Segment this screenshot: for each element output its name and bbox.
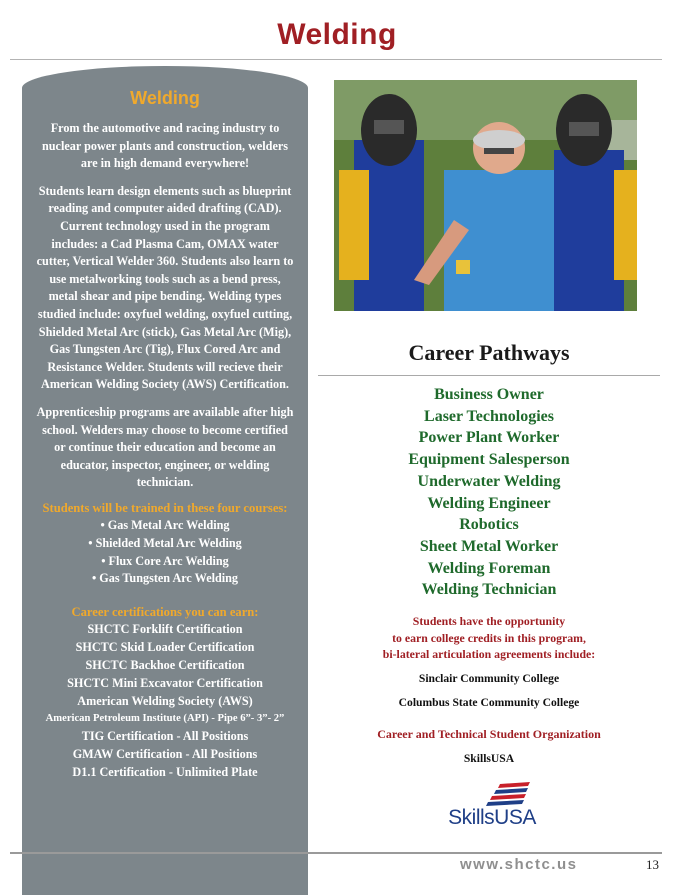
college-credits-note (318, 613, 660, 663)
courses-list (22, 517, 308, 587)
career-pathways-title: Career Pathways (408, 340, 570, 365)
course-item: • Flux Core Arc Welding (101, 553, 229, 568)
courses-heading: Students will be trained in these four courses: (42, 500, 288, 515)
certification-item: D1.1 Certification - Unlimited Plate (72, 764, 258, 779)
credits-line: to earn college credits in this program, (392, 630, 586, 645)
certification-item: SHCTC Mini Excavator Certification (67, 675, 263, 690)
pathways-divider (318, 375, 660, 376)
certification-item: SHCTC Forklift Certification (87, 622, 243, 637)
career-pathways-list (318, 384, 660, 601)
course-item: • Shielded Metal Arc Welding (88, 536, 242, 551)
pathway-item: Laser Technologies (424, 407, 554, 425)
footer-url: www.shctc.us (460, 856, 578, 873)
pathway-item: Underwater Welding (417, 472, 561, 490)
page-number: 13 (646, 857, 659, 872)
certifications-list (22, 621, 308, 781)
student-organization-name: SkillsUSA (463, 752, 515, 765)
apprenticeship-paragraph: Apprenticeship programs are available after high school. Welders may choose to become certified or continue their education and become an educator, inspector, engineer, or welding technician. (36, 404, 294, 490)
certification-item: GMAW Certification - All Positions (72, 747, 258, 762)
credits-line: bi-lateral articulation agreements include: (382, 647, 596, 661)
student-organization-heading: Career and Technical Student Organization (377, 727, 601, 741)
pathway-item: Equipment Salesperson (408, 451, 570, 469)
logo-wordmark: SkillsUSA (448, 806, 536, 829)
welding-students-photo (334, 80, 637, 311)
certification-item: SHCTC Backhoe Certification (85, 658, 245, 673)
pathway-item: Robotics (459, 516, 519, 534)
sidebar-title: Welding (130, 88, 200, 108)
top-divider (10, 59, 662, 60)
pathway-item: Welding Engineer (427, 494, 551, 512)
photo-illustration (334, 80, 637, 311)
intro-paragraph: From the automotive and racing industry to nuclear power plants and construction, welders are in high demand everywhere! (41, 121, 289, 171)
course-item: • Gas Metal Arc Welding (100, 518, 230, 533)
welding-sidebar (22, 66, 308, 895)
certification-item: TIG Certification - All Positions (81, 729, 249, 744)
pathway-item: Business Owner (434, 386, 544, 403)
certification-item: American Petroleum Institute (API) - Pipe 6”- 3”- 2” (45, 713, 285, 725)
certification-item: American Welding Society (AWS) (77, 693, 253, 708)
pathway-item: Sheet Metal Worker (419, 537, 559, 555)
pathway-item: Power Plant Worker (418, 429, 560, 447)
page-title: Welding (277, 18, 397, 51)
bottom-divider (10, 852, 662, 854)
pathway-item: Welding Technician (421, 581, 557, 599)
certifications-heading: Career certifications you can earn: (71, 604, 259, 619)
college-name: Columbus State Community College (398, 696, 580, 709)
college-name: Sinclair Community College (418, 672, 560, 685)
course-item: • Gas Tungsten Arc Welding (91, 571, 239, 586)
certification-item: SHCTC Skid Loader Certification (75, 640, 255, 655)
skillsusa-logo (442, 780, 542, 834)
design-paragraph: Students learn design elements such as blueprint reading and computer aided drafting (CAD). Current technology used in the program includes: a Cad Plasma Cam, OMAX water cutter, Vertical Welder 360. Students also learn to use metalworking tools such as a bend press, metal shear and pipe bending. Welding types studied include: oxyfuel welding, oxyfuel cutting, Shielded Metal Arc (stick), Gas Metal Arc (Mig), Gas Tungsten Arc (Tig), Flux Cored Arc and Resistance Welder. Students will recieve their American Welding Society (AWS) Certification. (36, 183, 294, 392)
pathway-item: Welding Foreman (427, 559, 551, 577)
credits-line: Students have the opportunity (412, 614, 566, 628)
